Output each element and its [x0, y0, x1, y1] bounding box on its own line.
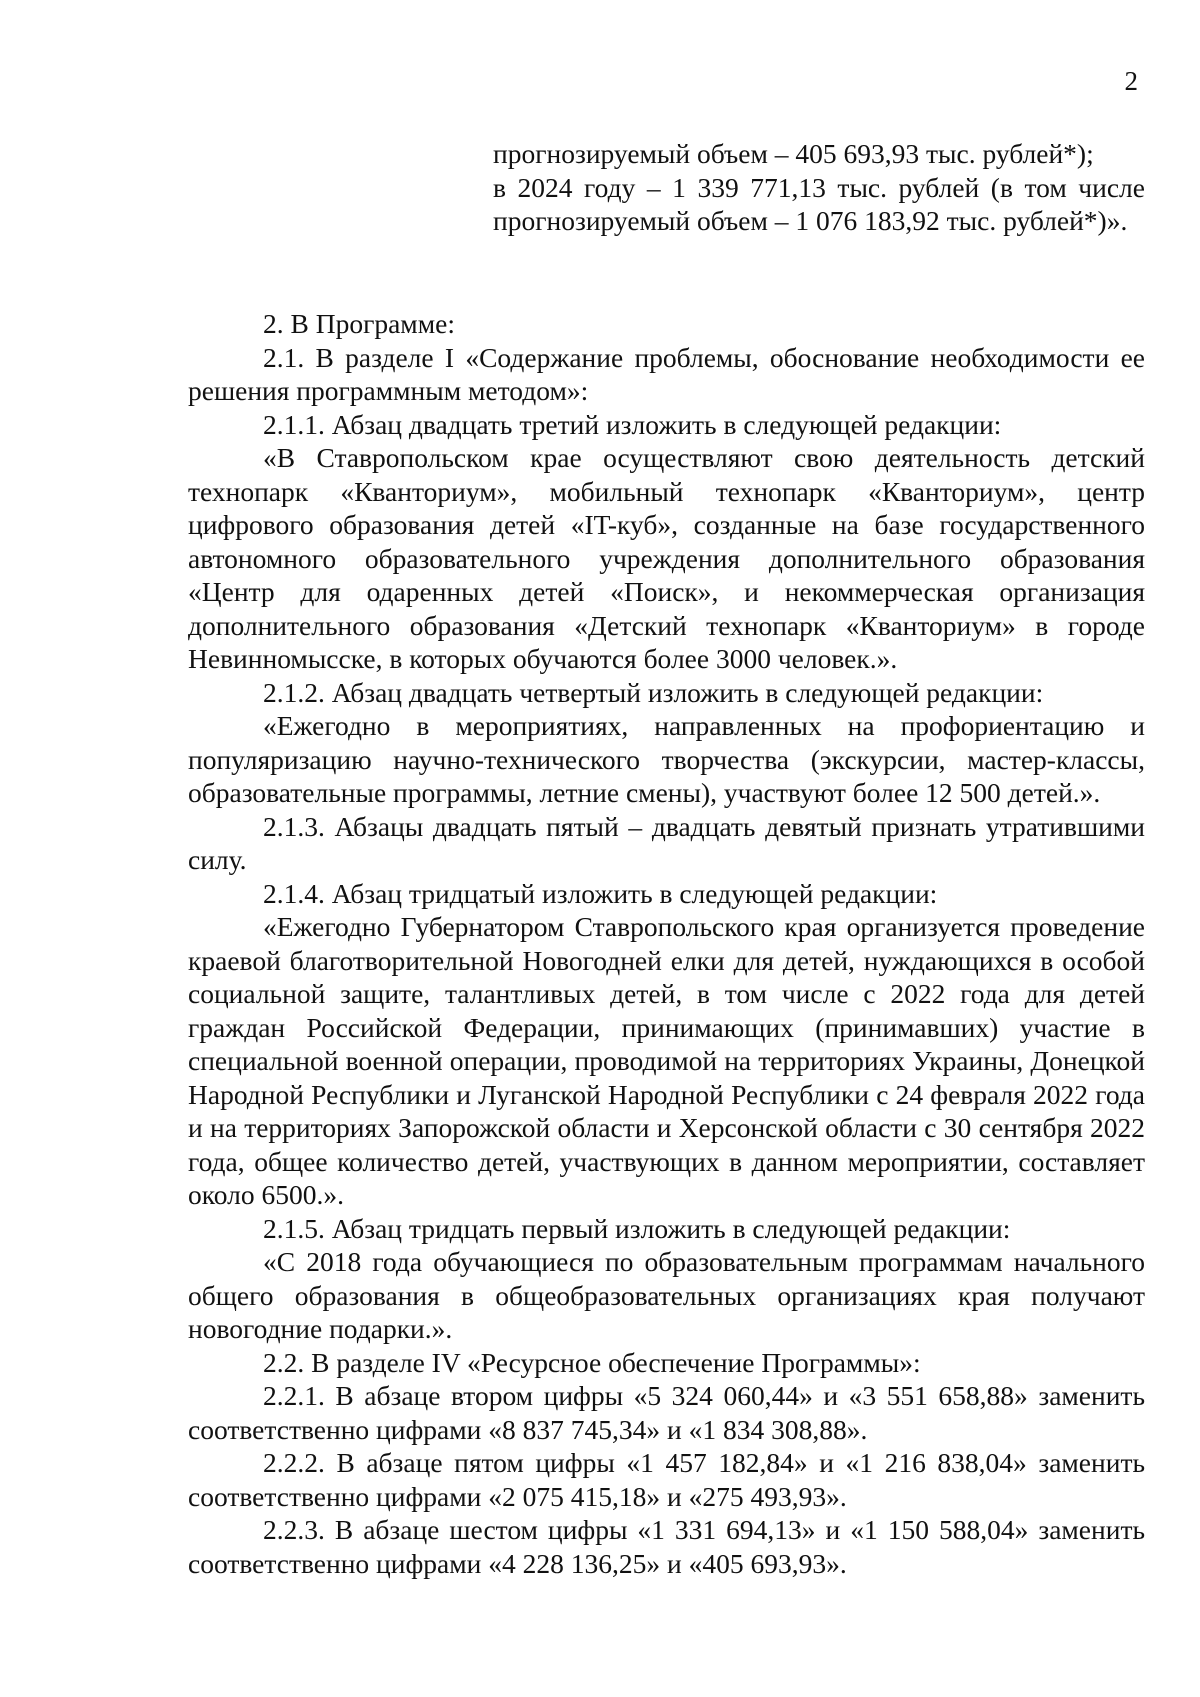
- paragraph: «В Ставропольском крае осуществляют свою деятельность детский технопарк «Кванториум», мобильный технопарк «Кванториум», центр цифрового образования детей «IT-куб», созданные на базе государственного автономного образовательного учреждения дополнительного образования «Центр для одаренных детей «Поиск», и некоммерческая организация дополнительного образования «Детский технопарк «Кванториум» в городе Невинномысске, в которых обучаются более 3000 человек.».: [188, 442, 1145, 674]
- paragraph: 2.1.4. Абзац тридцатый изложить в следующей редакции:: [263, 877, 938, 909]
- paragraph: 2.1.5. Абзац тридцать первый изложить в следующей редакции:: [263, 1212, 1011, 1244]
- paragraph: «Ежегодно в мероприятиях, направленных на профориентацию и популяризацию научно-технического творчества (экскурсии, мастер-классы, образовательные программы, летние смены), участвуют более 12 500 детей.».: [188, 710, 1145, 808]
- paragraph: 2.1.1. Абзац двадцать третий изложить в следующей редакции:: [263, 408, 1002, 440]
- document-body: [188, 307, 1145, 1580]
- page-number: 2: [1124, 66, 1138, 96]
- paragraph: 2.2. В разделе IV «Ресурсное обеспечение Программы»:: [263, 1346, 921, 1378]
- paragraph: 2. В Программе:: [263, 308, 455, 339]
- paragraph: 2.2.1. В абзаце втором цифры «5 324 060,44» и «3 551 658,88» заменить соответственно цифрами «8 837 745,34» и «1 834 308,88».: [188, 1380, 1145, 1445]
- paragraph: 2.1.2. Абзац двадцать четвертый изложить в следующей редакции:: [263, 676, 1044, 708]
- continuation-line: прогнозируемый объем – 405 693,93 тыс. рублей*);: [493, 138, 1094, 169]
- paragraph: 2.2.2. В абзаце пятом цифры «1 457 182,84» и «1 216 838,04» заменить соответственно цифрами «2 075 415,18» и «275 493,93».: [188, 1447, 1145, 1512]
- paragraph: «С 2018 года обучающиеся по образовательным программам начального общего образования в общеобразовательных организациях края получают новогодние подарки.».: [188, 1246, 1145, 1344]
- paragraph: 2.2.3. В абзаце шестом цифры «1 331 694,13» и «1 150 588,04» заменить соответственно цифрами «4 228 136,25» и «405 693,93».: [188, 1514, 1145, 1579]
- continuation-line: в 2024 году – 1 339 771,13 тыс. рублей (в том числе прогнозируемый объем – 1 076 183,92 тыс. рублей*)».: [493, 171, 1145, 236]
- paragraph: 2.1.3. Абзацы двадцать пятый – двадцать девятый признать утратившими силу.: [188, 810, 1145, 875]
- paragraph: 2.1. В разделе I «Содержание проблемы, обоснование необходимости ее решения программным методом»:: [188, 341, 1145, 406]
- table-continuation-text: [493, 137, 1145, 238]
- paragraph: «Ежегодно Губернатором Ставропольского края организуется проведение краевой благотворительной Новогодней елки для детей, нуждающихся в особой социальной защите, талантливых детей, в том числе с 2022 года для детей граждан Российской Федерации, принимающих (принимавших) участие в специальной военной операции, проводимой на территориях Украины, Донецкой Народной Республики и Луганской Народной Республики с 24 февраля 2022 года и на территориях Запорожской области и Херсонской области с 30 сентября 2022 года, общее количество детей, участвующих в данном мероприятии, составляет около 6500.».: [188, 911, 1145, 1210]
